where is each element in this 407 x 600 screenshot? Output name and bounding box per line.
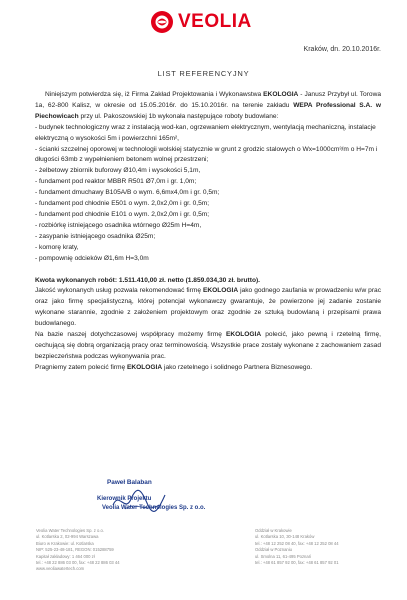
footer-line: tel.: +48 12 252 08 40, fax: +48 12 252 08 44	[255, 540, 339, 546]
letter-body	[35, 90, 381, 374]
footer-left	[36, 528, 156, 573]
work-item: - żelbetowy zbiornik buforowy Ø10,4m i wysokości 5,1m,	[35, 167, 201, 175]
footer-line: www.veoliawatertech.com	[36, 566, 85, 572]
work-item: - pompownię odcieków Ø1,6m H=3,0m	[35, 254, 149, 262]
work-item: - budynek technologiczny wraz z instalacją wod-kan, ogrzewaniem elektrycznym, wentylacją mechaniczną, instalacje elektryczną o wysokości 5m i powierzchni 165m²,	[35, 123, 376, 142]
brand-name: VEOLIA	[178, 11, 252, 32]
cooperation-paragraph: Na bazie naszej dotychczasowej współpracy możemy firmę EKOLOGIA polecić, jako pewną i rzetelną firmę, cechującą się dobrą organizacją pracy oraz terminowością. Wszystkie prace zostały wykonane z zachowaniem zasad bezpieczeństwa podczas wykonywania prac.	[35, 331, 381, 360]
veolia-logo	[150, 10, 252, 34]
signature-stamp	[95, 479, 206, 525]
footer-line: tel.: +48 61 857 92 00, fax: +48 61 857 92 01	[255, 560, 339, 566]
work-item: - komorę kraty,	[35, 243, 79, 251]
footer-line: Biuro w Krakowie: ul. Kotlarska	[36, 540, 94, 546]
footer-line: Kapitał zakładowy: 1 464 000 zł	[36, 553, 95, 559]
work-item: - fundament dmuchawy B105A/B o wym. 6,6mx4,0m i gr. 0,5m;	[35, 189, 220, 197]
signer-company: Veolia Water Technologies Sp. z o.o.	[102, 505, 206, 511]
footer-line: ul. Smolna 11, 61-495 Poznań	[255, 553, 312, 559]
signer-name: Paweł Balaban	[107, 479, 152, 486]
signature-scribble-icon	[95, 483, 185, 523]
footer-line: NIP: 525-23-48-181, REGON: 015288759	[36, 547, 114, 553]
footer-line: Veolia Water Technologies Sp. z o.o.	[36, 528, 104, 533]
work-item: - ścianki szczelnej oporowej w technologii wolskiej statycznie w grunt z grodzic stalowych o Wx=1000cm³/m o H=7m i długości 63mb z wypełnieniem betonem wolnej przestrzeni;	[35, 145, 378, 164]
work-item: - fundament pod chłodnie E501 o wym. 2,0x2,0m i gr. 0,5m;	[35, 200, 210, 208]
footer-line: tel.: +48 22 886 03 00, fax: +48 22 886 03 44	[36, 560, 120, 566]
works-list	[35, 123, 381, 265]
document-title: LIST REFERENCYJNY	[157, 69, 250, 78]
closing-paragraph: Pragniemy zatem polecić firmę EKOLOGIA jako rzetelnego i solidnego Partnera Biznesowego.	[35, 363, 313, 371]
work-item: - fundament pod reaktor MBBR R501 Ø7,0m i gr. 1,0m;	[35, 178, 197, 186]
footer-line: Oddział w Krakowie	[255, 528, 292, 533]
signer-role: Kierownik Projektu	[97, 496, 152, 502]
footer-line: ul. Kotlarska 10, 30-148 Kraków	[255, 534, 315, 540]
work-item: - fundament pod chłodnie E101 o wym. 2,0x2,0m i gr. 0,5m;	[35, 210, 210, 218]
footer-line: Oddział w Poznaniu	[255, 547, 293, 553]
intro-paragraph: Niniejszym potwierdza się, iż Firma Zakład Projektowania i Wykonawstwa EKOLOGIA - Janusz Przybył ul. Torowa 1a, 62-800 Kalisz, w okresie od 15.05.2016r. do 15.10.2016r. na terenie zakładu WEPA Professional S.A. w Piechowicach przy ul. Pakoszowskiej 1b wykonała następujące roboty budowlane:	[35, 91, 382, 120]
work-item: - rozbiórkę istniejącego osadnika wtórnego Ø25m H=4m,	[35, 221, 202, 229]
footer-right	[255, 528, 375, 566]
document-date: Kraków, dn. 20.10.2016r.	[303, 46, 381, 53]
quality-paragraph: Jakość wykonanych usług pozwala rekomendować firmę EKOLOGIA jako godnego zaufania w prowadzeniu w/w prac oraz jako firmę specjalistyczną, której potencjał wykonawczy gwarantuje, że powierzone jej zadanie zostanie wykonane starannie, zgodnie z założeniem projektowym oraz zgodnie ze sztuką budowlaną i przepisami prawa budowlanego.	[35, 287, 382, 328]
value-line: Kwota wykonanych robót: 1.511.410,00 zł. netto (1.859.034,30 zł. brutto).	[35, 276, 261, 284]
work-item: - zasypanie istniejącego osadnika Ø25m;	[35, 232, 156, 240]
veolia-logo-icon	[150, 10, 174, 34]
footer-line: ul. Kotlarska 2, 02-994 Warszawa	[36, 534, 99, 540]
